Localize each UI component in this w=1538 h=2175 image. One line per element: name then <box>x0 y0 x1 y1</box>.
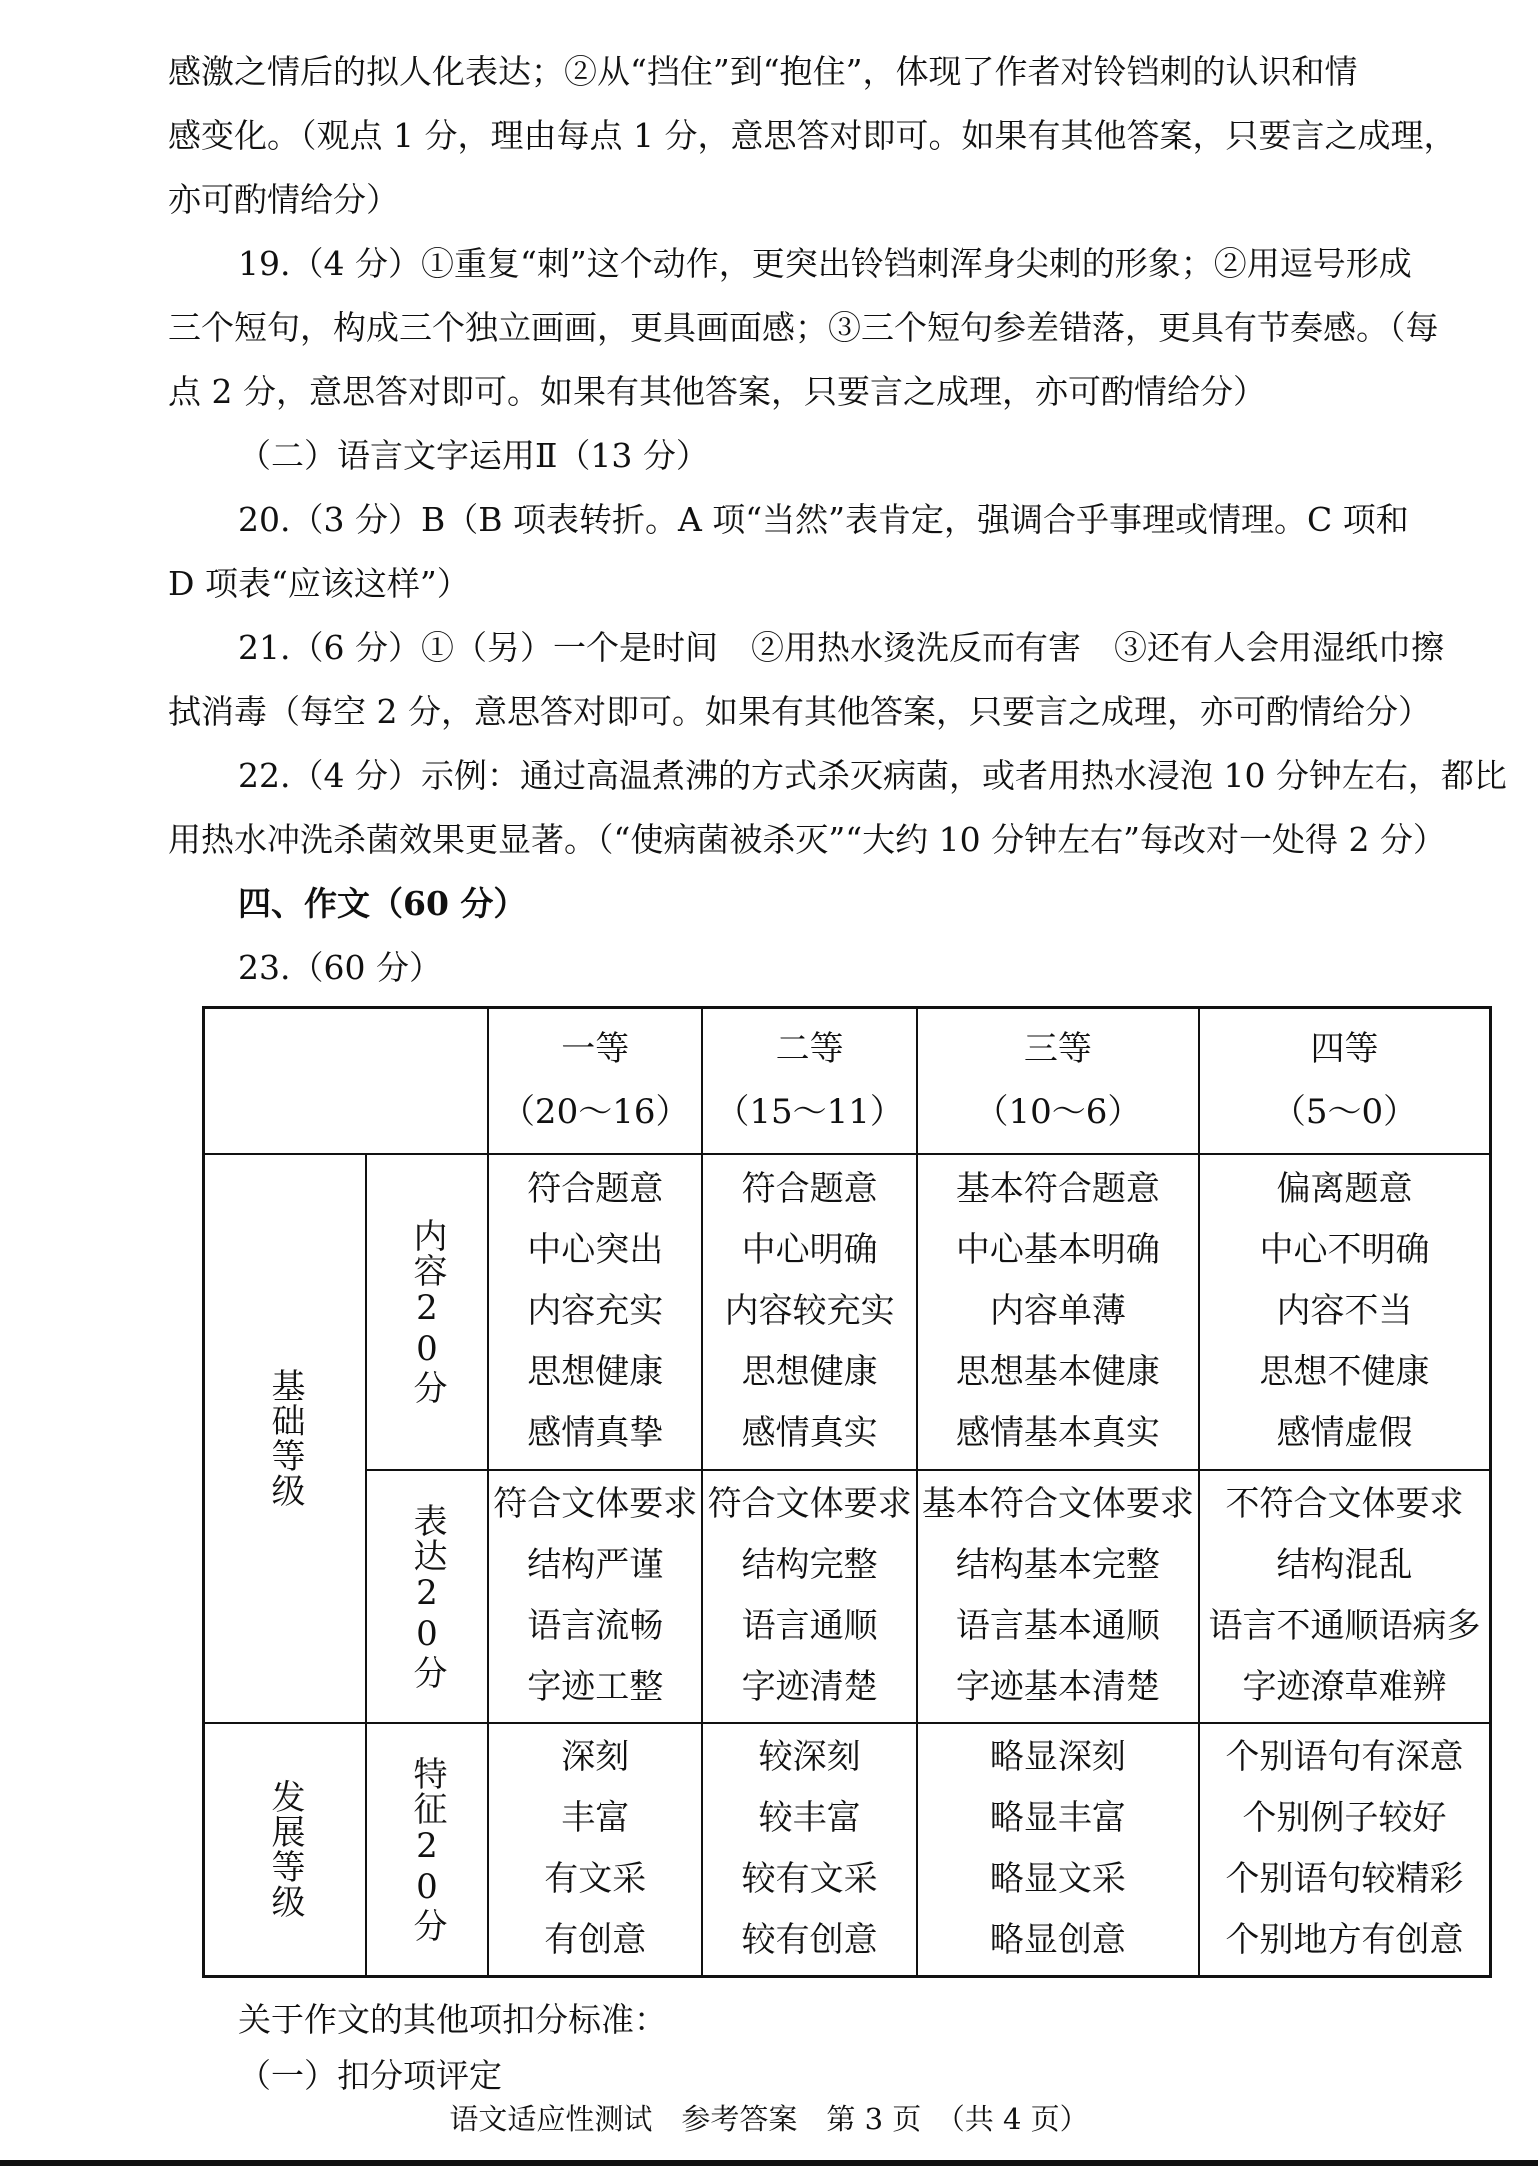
grade-header-row <box>204 1008 1491 1154</box>
content-cell: 符合题意 中心突出 内容充实 思想健康 感情真挚 <box>488 1154 702 1470</box>
development-row <box>204 1723 1491 1977</box>
corner-cell <box>204 1008 489 1154</box>
answer-21-line: 21.（6 分）①（另）一个是时间 ②用热水烫洗反而有害 ③还有人会用湿纸巾擦 <box>238 628 1444 667</box>
answer-text-line: D 项表“应该这样”） <box>168 564 470 603</box>
page-footer: 语文适应性测试 参考答案 第 3 页 （共 4 页） <box>449 2102 1089 2136</box>
section-heading: （二）语言文字运用Ⅱ（13 分） <box>238 436 709 475</box>
answer-text-line: 用热水冲洗杀菌效果更显著。（“使病菌被杀灭”“大约 10 分钟左右”每改对一处得 2 分） <box>168 820 1446 859</box>
basic-level-label: 基础等级 <box>204 1154 367 1723</box>
level-header: 二等 （15～11） <box>702 1008 916 1154</box>
deduction-intro: 关于作文的其他项扣分标准： <box>238 2000 667 2039</box>
content-cell: 基本符合题意 中心基本明确 内容单薄 思想基本健康 感情基本真实 <box>917 1154 1199 1470</box>
deduction-heading: （一）扣分项评定 <box>238 2056 502 2095</box>
content-cell: 偏离题意 中心不明确 内容不当 思想不健康 感情虚假 <box>1199 1154 1491 1470</box>
answer-text-line: 拭消毒（每空 2 分，意思答对即可。如果有其他答案，只要言之成理，亦可酌情给分） <box>168 692 1431 731</box>
answer-19-line: 19.（4 分）①重复“刺”这个动作，更突出铃铛刺浑身尖刺的形象；②用逗号形成 <box>238 244 1412 283</box>
expression-cell: 基本符合文体要求 结构基本完整 语言基本通顺 字迹基本清楚 <box>917 1470 1199 1723</box>
answer-text-line: 三个短句，构成三个独立画画，更具画面感；③三个短句参差错落，更具有节奏感。（每 <box>168 308 1439 347</box>
level-header: 三等 （10～6） <box>917 1008 1199 1154</box>
answer-20-line: 20.（3 分）B（B 项表转折。A 项“当然”表肯定，强调合乎事理或情理。C 项和 <box>238 500 1409 539</box>
expression-label: 表达20分 <box>366 1470 488 1723</box>
answer-text-line: 亦可酌情给分） <box>168 180 399 219</box>
bottom-rule <box>0 2160 1538 2166</box>
expression-cell: 符合文体要求 结构完整 语言通顺 字迹清楚 <box>702 1470 916 1723</box>
content-row <box>204 1154 1491 1470</box>
section-heading-essay: 四、作文（60 分） <box>238 884 527 923</box>
content-cell: 符合题意 中心明确 内容较充实 思想健康 感情真实 <box>702 1154 916 1470</box>
essay-grading-table <box>202 1006 1492 1978</box>
feature-label: 特征20分 <box>366 1723 488 1977</box>
answer-22-line: 22.（4 分）示例：通过高温煮沸的方式杀灭病菌，或者用热水浸泡 10 分钟左右，都比 <box>238 756 1507 795</box>
feature-cell: 深刻 丰富 有文采 有创意 <box>488 1723 702 1977</box>
feature-cell: 较深刻 较丰富 较有文采 较有创意 <box>702 1723 916 1977</box>
development-level-label: 发展等级 <box>204 1723 367 1977</box>
answer-text-line: 感变化。（观点 1 分，理由每点 1 分，意思答对即可。如果有其他答案，只要言之成理， <box>168 116 1457 155</box>
level-header: 一等 （20～16） <box>488 1008 702 1154</box>
expression-cell: 符合文体要求 结构严谨 语言流畅 字迹工整 <box>488 1470 702 1723</box>
answer-text-line: 点 2 分，意思答对即可。如果有其他答案，只要言之成理，亦可酌情给分） <box>168 372 1266 411</box>
content-label: 内容20分 <box>366 1154 488 1470</box>
answer-23-line: 23.（60 分） <box>238 948 442 987</box>
answer-text-line: 感激之情后的拟人化表达；②从“挡住”到“抱住”，体现了作者对铃铛刺的认识和情 <box>168 52 1358 91</box>
feature-cell: 个别语句有深意 个别例子较好 个别语句较精彩 个别地方有创意 <box>1199 1723 1491 1977</box>
feature-cell: 略显深刻 略显丰富 略显文采 略显创意 <box>917 1723 1199 1977</box>
expression-cell: 不符合文体要求 结构混乱 语言不通顺语病多 字迹潦草难辨 <box>1199 1470 1491 1723</box>
level-header: 四等 （5～0） <box>1199 1008 1491 1154</box>
expression-row <box>204 1470 1491 1723</box>
